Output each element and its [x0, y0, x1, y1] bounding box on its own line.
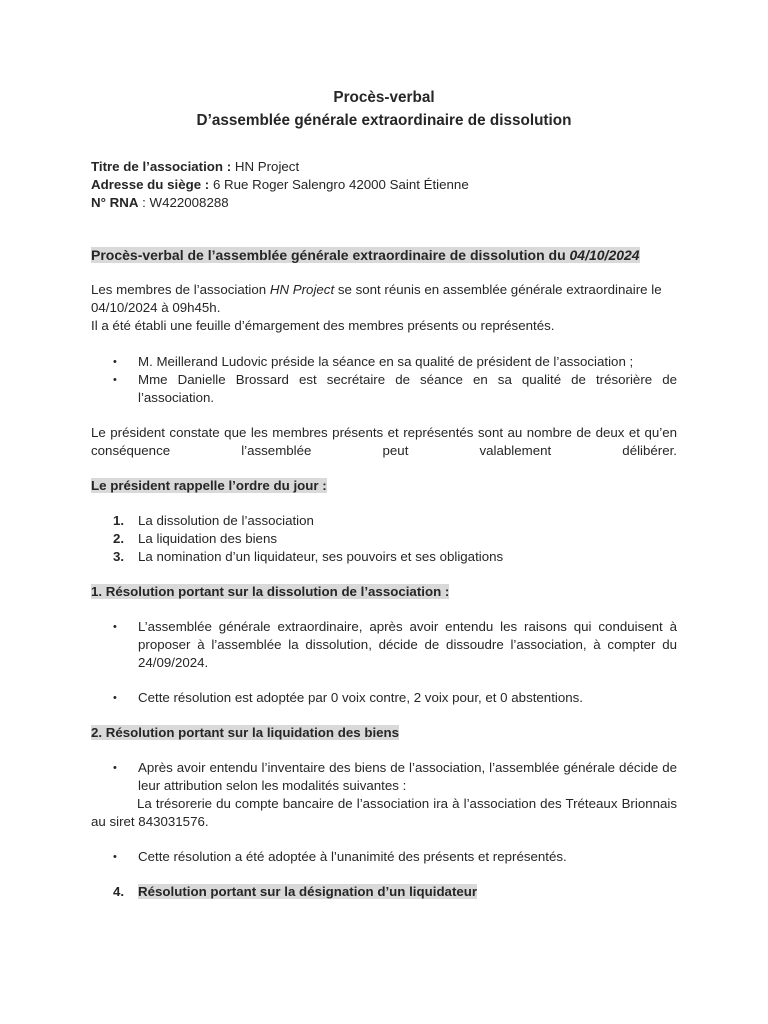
- intro-association-name: HN Project: [269, 282, 335, 297]
- list-item: 2. La liquidation des biens: [113, 531, 277, 546]
- document-title-line1: Procès-verbal: [333, 89, 435, 106]
- association-title-row: [91, 158, 677, 176]
- list-item: • Après avoir entendu l’inventaire des biens de l’association, l’assemblée générale décide de leur attribution selon les modalités suivantes :: [91, 759, 677, 795]
- association-address-value: 6 Rue Roger Salengro 42000 Saint Étienne: [209, 177, 469, 192]
- intro-part1: Les membres de l’association: [91, 282, 270, 297]
- list-item: • M. Meillerand Ludovic préside la séance en sa qualité de président de l’association ;: [91, 353, 677, 371]
- document-title-line2: D’assemblée générale extraordinaire de dissolution: [196, 112, 572, 129]
- association-rna-row: [91, 194, 677, 212]
- resolution4-title: Résolution portant sur la désignation d’un liquidateur: [138, 884, 478, 899]
- association-rna-label: N° RNA: [91, 195, 139, 210]
- association-address-row: [91, 176, 677, 194]
- association-title-label: Titre de l’association :: [91, 159, 232, 174]
- resolution1-heading: 1. Résolution portant sur la dissolution de l’association :: [91, 584, 450, 599]
- association-info: [91, 158, 677, 212]
- resolution2-list-2: [91, 848, 677, 866]
- intro-line2: Il a été établi une feuille d’émargement des membres présents ou représentés.: [91, 318, 555, 333]
- section-heading: [91, 246, 677, 264]
- resolution2-heading: 2. Résolution portant sur la liquidation des biens: [91, 725, 400, 740]
- intro-part2: se sont réunis en assemblée générale extraordinaire le 04/10/2024 à 09h45h.: [91, 282, 662, 315]
- document-page: [91, 86, 677, 901]
- association-title-value: HN Project: [231, 159, 300, 174]
- association-rna-value: : W422008288: [138, 195, 229, 210]
- list-item: 3. La nomination d’un liquidateur, ses pouvoirs et ses obligations: [113, 549, 504, 564]
- list-item: • L’assemblée générale extraordinaire, après avoir entendu les raisons qui conduisent à proposer à l’assemblée la dissolution, décide de dissoudre l’association, à compter du 24/09/2024.: [91, 618, 677, 672]
- list-item: • Mme Danielle Brossard est secrétaire de séance en sa qualité de trésorière de l’association.: [91, 371, 677, 407]
- agenda-heading: Le président rappelle l’ordre du jour :: [91, 478, 327, 493]
- section-heading-date: 04/10/2024: [569, 247, 640, 263]
- resolution1-list: [91, 618, 677, 707]
- resolution2-continuation: La trésorerie du compte bancaire de l’association ira à l’association des Tréteaux Brionnais au siret 843031576.: [91, 796, 677, 829]
- section-heading-text: Procès-verbal de l’assemblée générale extraordinaire de dissolution du: [91, 247, 570, 263]
- resolution4-heading: [91, 883, 677, 901]
- association-address-label: Adresse du siège :: [91, 177, 210, 192]
- officers-list: [91, 353, 677, 407]
- intro-paragraph: [91, 281, 677, 335]
- list-item: • Cette résolution a été adoptée à l’unanimité des présents et représentés.: [91, 848, 677, 866]
- list-item: 1. La dissolution de l’association: [113, 513, 314, 528]
- resolution2-list: [91, 759, 677, 795]
- agenda-list: [91, 512, 677, 566]
- list-item: • Cette résolution est adoptée par 0 voix contre, 2 voix pour, et 0 abstentions.: [91, 689, 677, 707]
- quorum-paragraph: Le président constate que les membres présents et représentés sont au nombre de deux et qu’en conséquence l’assemblée peut valablement délibérer.: [91, 425, 677, 458]
- resolution4-number: 4.: [113, 884, 125, 899]
